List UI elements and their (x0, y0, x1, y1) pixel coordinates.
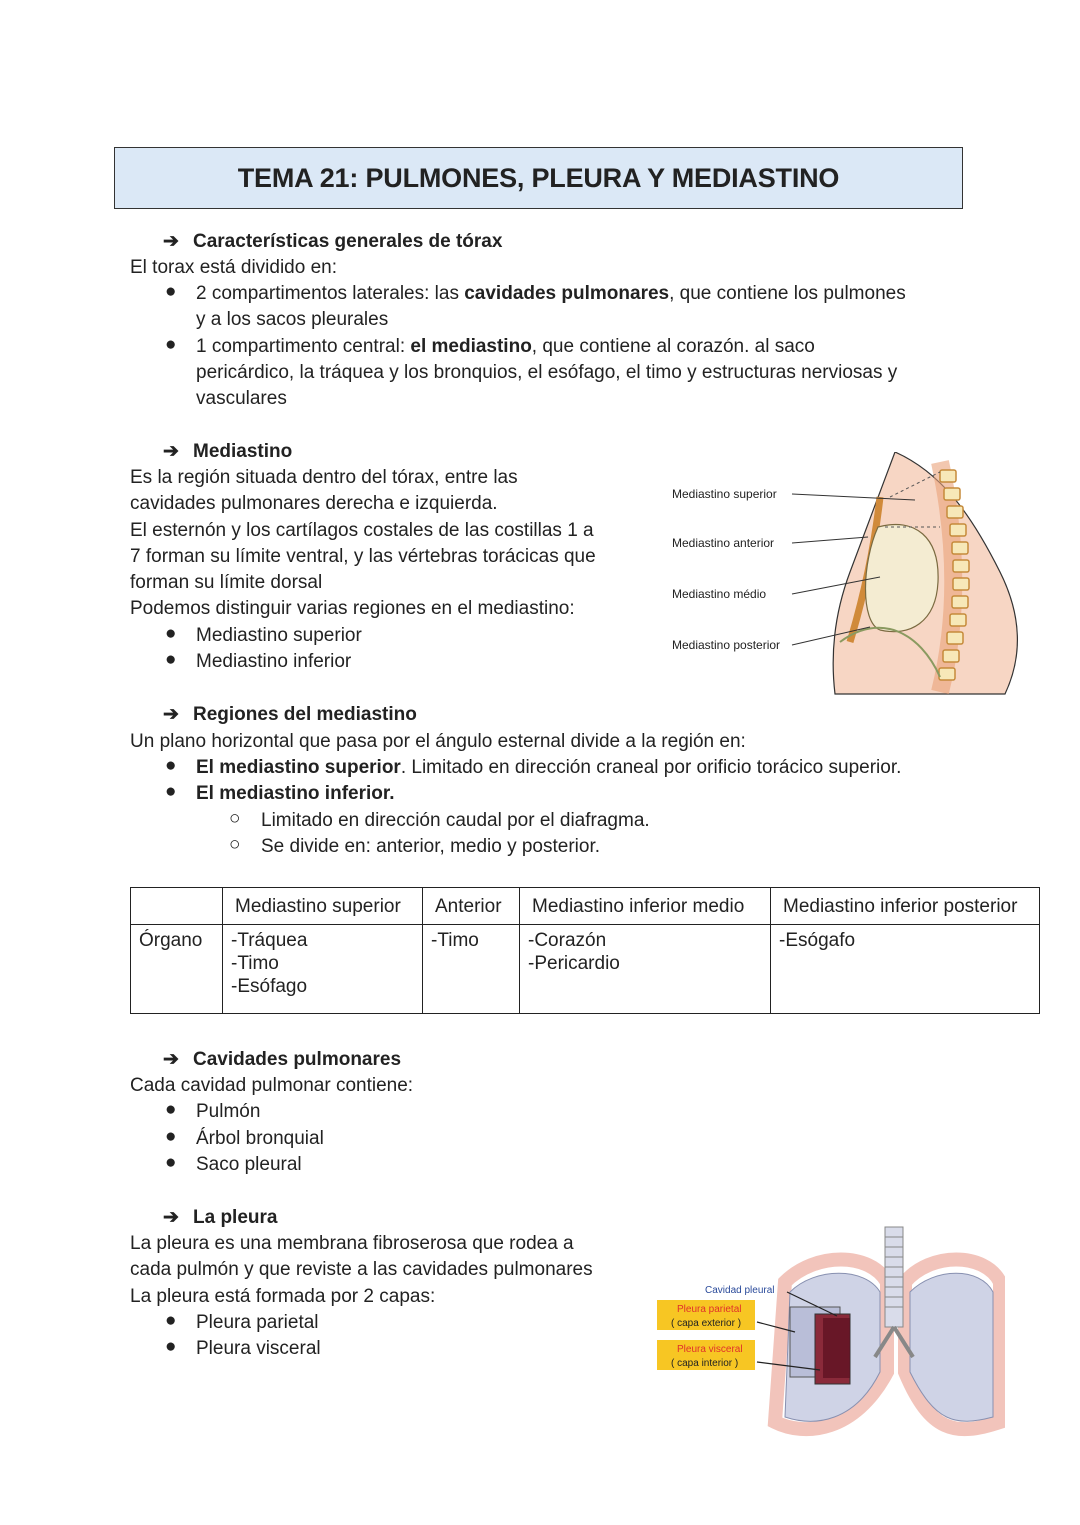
table-header-cell: Mediastino superior (223, 888, 423, 925)
sec2-line: El esternón y los cartílagos costales de las costillas 1 a (130, 520, 594, 541)
bullet-icon: ● (165, 1336, 177, 1357)
pleura-label-visceral: Pleura visceral (677, 1344, 743, 1355)
bullet-icon: ● (165, 1126, 177, 1147)
bullet-icon: ● (165, 281, 177, 302)
table-header-row (131, 888, 1040, 925)
figure-label-medio: Mediastino médio (672, 587, 767, 601)
pleura-figure (655, 1222, 1005, 1444)
sec5-line: La pleura está formada por 2 capas: (130, 1286, 436, 1307)
sec5-bullet: Pleura visceral (196, 1338, 321, 1359)
table-row (131, 925, 1040, 1014)
arrow-icon: ➔ (163, 1207, 179, 1228)
table-header-cell (131, 888, 223, 925)
mediastino-figure (640, 452, 1040, 697)
page-title: TEMA 21: PULMONES, PLEURA Y MEDIASTINO (237, 162, 840, 193)
bullet-icon: ● (165, 1310, 177, 1331)
sec2-line: cavidades pulmonares derecha e izquierda. (130, 493, 498, 514)
sec1-bullet-2-cont: pericárdico, la tráquea y los bronquios, el esófago, el timo y estructuras nerviosas y (196, 362, 898, 383)
bullet-icon: ● (165, 1152, 177, 1173)
sec2-line: 7 forman su límite ventral, y las vértebras torácicas que (130, 546, 596, 567)
section-heading-caracteristicas: ➔ Características generales de tórax (163, 229, 502, 255)
sec4-bullet: Pulmón (196, 1101, 261, 1122)
table-cell: -Tráquea -Timo -Esófago (223, 925, 423, 1014)
bullet-icon: ● (165, 623, 177, 644)
title-box (114, 147, 963, 209)
figure-label-superior: Mediastino superior (672, 487, 777, 501)
sec3-sub-item: Limitado en dirección caudal por el diafragma. (261, 810, 650, 831)
table-header-cell: Mediastino inferior posterior (771, 888, 1040, 925)
arrow-icon: ➔ (163, 231, 179, 252)
pleura-label-parietal: Pleura parietal (677, 1304, 742, 1315)
table-row-label: Órgano (131, 925, 223, 1014)
table-cell: -Timo (423, 925, 520, 1014)
sec2-line: forman su límite dorsal (130, 572, 323, 593)
bullet-icon: ● (165, 781, 177, 802)
sec2-line: Es la región situada dentro del tórax, entre las (130, 467, 518, 488)
section-heading-mediastino: ➔ Mediastino (163, 439, 292, 465)
section-heading-cavidades: ➔ Cavidades pulmonares (163, 1047, 401, 1073)
table-cell: -Corazón -Pericardio (520, 925, 771, 1014)
sec4-bullet: Saco pleural (196, 1154, 302, 1175)
table-cell: -Esógafo (771, 925, 1040, 1014)
bullet-icon: ● (165, 334, 177, 355)
table-header-cell: Anterior (423, 888, 520, 925)
pleura-label-parietal-sub: ( capa exterior ) (671, 1318, 742, 1329)
sec2-bullet: Mediastino superior (196, 625, 362, 646)
sec1-intro: El torax está dividido en: (130, 257, 338, 278)
sec3-intro: Un plano horizontal que pasa por el ángulo esternal divide a la región en: (130, 731, 746, 752)
circle-bullet-icon: ○ (229, 808, 241, 829)
bullet-icon: ● (165, 649, 177, 670)
section-heading-regiones: ➔ Regiones del mediastino (163, 702, 417, 728)
figure-label-posterior: Mediastino posterior (672, 638, 781, 652)
arrow-icon: ➔ (163, 441, 179, 462)
circle-bullet-icon: ○ (229, 834, 241, 855)
arrow-icon: ➔ (163, 1049, 179, 1070)
sec4-bullet: Árbol bronquial (196, 1128, 324, 1149)
sec2-line: Podemos distinguir varias regiones en el mediastino: (130, 598, 575, 619)
sec3-bullet-2: El mediastino inferior. (196, 783, 395, 804)
pleura-label-cavidad: Cavidad pleural (705, 1285, 775, 1296)
sec3-sub-item: Se divide en: anterior, medio y posterior. (261, 836, 601, 857)
bullet-icon: ● (165, 755, 177, 776)
sec1-bullet-1-cont: y a los sacos pleurales (196, 309, 389, 330)
mediastino-table (130, 887, 1040, 1014)
sec1-bullet-2: 1 compartimento central: el mediastino, que contiene al corazón. al saco (196, 336, 815, 357)
bullet-icon: ● (165, 1099, 177, 1120)
sec1-bullet-1: 2 compartimentos laterales: las cavidades pulmonares, que contiene los pulmones (196, 283, 906, 304)
sec5-line: La pleura es una membrana fibroserosa que rodea a (130, 1233, 574, 1254)
arrow-icon: ➔ (163, 704, 179, 725)
sec5-bullet: Pleura parietal (196, 1312, 319, 1333)
pleura-label-visceral-sub: ( capa interior ) (671, 1358, 739, 1369)
sec4-intro: Cada cavidad pulmonar contiene: (130, 1075, 414, 1096)
table-header-cell: Mediastino inferior medio (520, 888, 771, 925)
section-heading-pleura: ➔ La pleura (163, 1205, 277, 1231)
figure-label-anterior: Mediastino anterior (672, 536, 775, 550)
sec5-line: cada pulmón y que reviste a las cavidades pulmonares (130, 1259, 593, 1280)
sec2-bullet: Mediastino inferior (196, 651, 352, 672)
sec1-bullet-2-cont2: vasculares (196, 388, 287, 409)
sec3-bullet-1: El mediastino superior. Limitado en dirección craneal por orificio torácico superior. (196, 757, 902, 778)
